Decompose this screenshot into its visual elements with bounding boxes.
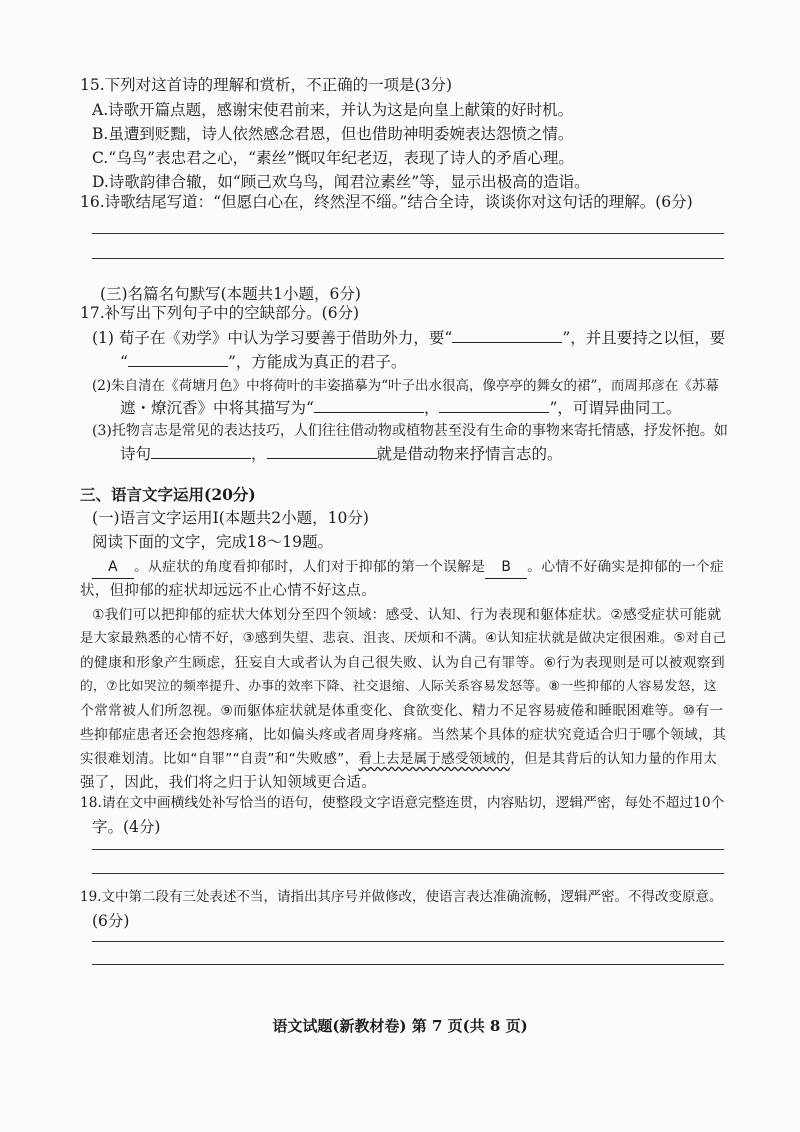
passage-line-3: ①我们可以把抑郁的症状大体划分至四个领域：感受、认知、行为表现和躯体症状。②感受症状可能就 xyxy=(92,607,722,623)
q18-stem-line-1: 18.请在文中画横线处补写恰当的语句，使整段文字语意完整连贯，内容贴切，逻辑严密，每处不超过10个 xyxy=(80,795,725,811)
passage-text: 。从症状的角度看抑郁时，人们对于抑郁的第一个误解是 xyxy=(134,559,486,575)
q17-item-3-line-2 xyxy=(120,443,563,465)
passage-intro: 阅读下面的文字，完成18～19题。 xyxy=(92,533,333,551)
passage-wavy-underline: 看上去是属于感受领域的 xyxy=(358,751,511,767)
part-3-title: 三、语言文字运用(20分) xyxy=(80,485,256,504)
q18-answer-line-2[interactable] xyxy=(92,873,724,874)
q17-item-1-line-1 xyxy=(92,327,725,349)
passage-line-1 xyxy=(92,556,724,579)
q17-blank-5[interactable] xyxy=(151,444,251,459)
q17-text: 遮・燎沉香》中将其描写为“ xyxy=(120,399,314,417)
q17-stem: 17.补写出下列句子中的空缺部分。(6分) xyxy=(80,304,360,322)
section-3-title: (三)名篇名句默写(本题共1小题，6分) xyxy=(100,285,361,303)
q17-item-2-line-2 xyxy=(120,397,681,419)
q18-stem-line-2: 字。(4分) xyxy=(92,818,161,836)
q17-text: ”，可谓异曲同工。 xyxy=(549,399,682,417)
q19-answer-line-1[interactable] xyxy=(92,941,724,942)
q17-text: ”，方能成为真正的君子。 xyxy=(227,353,407,371)
q17-text: 诗句 xyxy=(120,445,152,463)
passage-blank-b[interactable]: B xyxy=(485,556,527,579)
q17-text: “ xyxy=(120,353,128,371)
passage-blank-a[interactable]: A xyxy=(92,556,134,579)
passage-line-7: 个常常被人们所忽视。⑨而躯体症状就是体重变化、食欲变化、精力不足容易疲倦和睡眠困难等。⑩有一 xyxy=(80,703,724,719)
page-footer: 语文试题(新教材卷) 第 7 页(共 8 页) xyxy=(272,1017,528,1035)
q17-item-2-line-1: (2)朱自清在《荷塘月色》中将荷叶的丰姿描摹为“叶子出水很高，像亭亭的舞女的裙”，而周邦彦在《苏幕 xyxy=(92,378,719,394)
q19-stem-line-2: (6分) xyxy=(92,912,130,930)
q16-answer-line-2[interactable] xyxy=(92,258,724,259)
q17-item-1-line-2 xyxy=(120,351,406,373)
q16-answer-line-1[interactable] xyxy=(92,233,724,234)
q17-blank-6[interactable] xyxy=(267,444,377,459)
q17-text: ”，并且要持之以恒，要 xyxy=(562,329,726,347)
q19-stem-line-1: 19.文中第二段有三处表述不当，请指出其序号并做修改，使语言表达准确流畅，逻辑严密。不得改变原意。 xyxy=(80,889,723,905)
q17-text: (1) 荀子在《劝学》中认为学习要善于借助外力，要“ xyxy=(92,329,453,347)
passage-text: 实很难划清。比如“自罪”“自责”和“失败感”， xyxy=(80,751,359,767)
passage-line-10: 强了，因此，我们将之归于认知领域更合适。 xyxy=(80,775,376,791)
q17-item-3-line-1: (3)托物言志是常见的表达技巧，人们往往借动物或植物甚至没有生命的事物来寄托情感，抒发怀抱。如 xyxy=(92,423,728,439)
q16-stem: 16.诗歌结尾写道：“但愿白心在，终然涅不缁。”结合全诗，谈谈你对这句话的理解。(6分) xyxy=(80,193,693,211)
passage-line-9 xyxy=(80,748,717,770)
q17-blank-2[interactable] xyxy=(128,352,228,367)
passage-text: ，但是其背后的认知力量的作用太 xyxy=(510,751,718,767)
q17-text: ， xyxy=(251,445,267,463)
q17-blank-4[interactable] xyxy=(439,398,549,413)
passage-line-6: 的，⑦比如哭泣的频率提升、办事的效率下降、社交退缩、人际关系容易发怒等。⑧一些抑郁的人容易发怒，这 xyxy=(80,679,717,694)
passage-line-4: 是大家最熟悉的心情不好，③感到失望、悲哀、沮丧、厌烦和不满。④认知症状就是做决定很困难。⑤对自己 xyxy=(80,631,727,646)
q17-text: ， xyxy=(423,399,440,417)
q15-option-a: A.诗歌开篇点题，感谢宋使君前来，并认为这是向皇上献策的好时机。 xyxy=(92,101,574,119)
q15-option-d: D.诗歌韵律合辙，如“顾己欢乌鸟，闻君泣素丝”等，显示出极高的造诣。 xyxy=(92,173,590,191)
passage-text: 。心情不好确实是抑郁的一个症 xyxy=(527,559,724,575)
q17-blank-1[interactable] xyxy=(452,328,562,343)
q18-answer-line-1[interactable] xyxy=(92,849,724,850)
passage-line-5: 的健康和形象产生顾虑，狂妄自大或者认为自己很失败、认为自己有罪等。⑥行为表现则是可以被观察到 xyxy=(80,655,725,671)
part-3-subtitle: (一)语言文字运用Ⅰ(本题共2小题，10分) xyxy=(92,509,369,527)
q15-option-b: B.虽遭到贬黜，诗人依然感念君恩，但也借助神明委婉表达怨愤之情。 xyxy=(92,125,574,143)
q17-text: 就是借动物来抒情言志的。 xyxy=(376,445,563,463)
q17-blank-3[interactable] xyxy=(314,398,424,413)
q15-stem: 15.下列对这首诗的理解和赏析，不正确的一项是(3分) xyxy=(80,76,453,94)
passage-line-2: 状，但抑郁的症状却远远不止心情不好这点。 xyxy=(80,583,376,599)
passage-line-8: 些抑郁症患者还会抱怨疼痛，比如偏头疼或者周身疼痛。当然某个具体的症状究竟适合归于哪个领域，其 xyxy=(80,727,727,743)
q15-option-c: C.“乌鸟”表忠君之心，“素丝”慨叹年纪老迈，表现了诗人的矛盾心理。 xyxy=(92,149,574,167)
q19-answer-line-2[interactable] xyxy=(92,964,724,965)
